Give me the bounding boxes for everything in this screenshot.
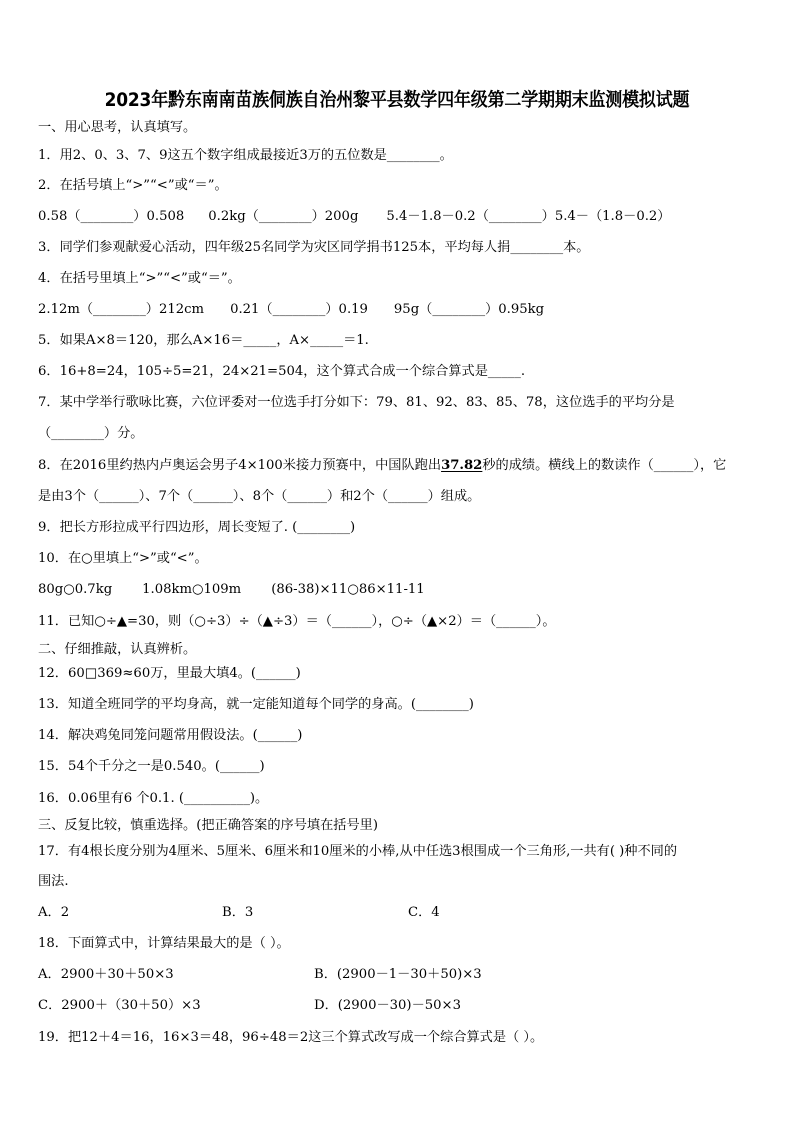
- question-2-items: [38, 207, 671, 227]
- section-1-heading: 一、用心思考，认真填写。: [38, 120, 197, 135]
- question-9: 9．把长方形拉成平行四边形，周长变短了. (________): [38, 520, 356, 535]
- question-18-option-b: B．(2900－1－30＋50)×3: [314, 967, 482, 982]
- question-15: 15．54个千分之一是0.540。(______): [38, 759, 265, 774]
- question-5: 5．如果A×8＝120，那么A×16＝_____，A×_____＝1.: [38, 333, 369, 348]
- question-17-option-a: A．2: [38, 905, 70, 920]
- question-3: 3．同学们参观献爱心活动，四年级25名同学为灾区同学捐书125本，平均每人捐________本。: [38, 240, 590, 255]
- question-17-line-1: 17．有4根长度分别为4厘米、5厘米、6厘米和10厘米的小棒,从中任选3根围成一个三角形,一共有( )种不同的: [38, 844, 678, 859]
- question-2-item-c: 5.4－1.8－0.2（________）5.4－（1.8－0.2）: [386, 209, 671, 224]
- question-19: 19．把12＋4＝16，16×3＝48，96÷48＝2这三个算式改写成一个综合算式是（ ）。: [38, 1030, 544, 1045]
- question-2-item-b: 0.2kg（________）200g: [208, 209, 359, 224]
- question-17-options: [38, 903, 440, 923]
- page-title: 2023年黔东南南苗族侗族自治州黎平县数学四年级第二学期期末监测模拟试题: [104, 90, 690, 111]
- question-18: 18．下面算式中，计算结果最大的是（ ）。: [38, 936, 290, 951]
- question-6: 6．16+8=24，105÷5=21，24×21=504，这个算式合成一个综合算式是_____.: [38, 364, 526, 379]
- question-7-line-2: （________）分。: [38, 426, 144, 441]
- question-8-text-before: 8．在2016里约热内卢奥运会男子4×100米接力预赛中，中国队跑出: [38, 458, 442, 473]
- question-18-option-d: D．(2900－30)－50×3: [314, 998, 461, 1013]
- question-8-underlined-number: 37.82: [441, 458, 483, 473]
- question-10-item-b: 1.08km○109m: [142, 582, 242, 597]
- question-2: 2．在括号填上“>”“<”或“＝”。: [38, 178, 228, 193]
- question-10: 10．在○里填上“>”或“<”。: [38, 551, 208, 566]
- question-17-line-2: 围法.: [38, 874, 69, 889]
- question-10-item-c: (86-38)×11○86×11-11: [271, 582, 425, 597]
- question-8-line-1: [38, 456, 726, 476]
- question-8-line-2: 是由3个（______）、7个（______）、8个（______）和2个（______）组成。: [38, 489, 481, 504]
- question-12: 12．60□369≈60万，里最大填4。(______): [38, 666, 301, 681]
- question-4-item-b: 0.21（________）0.19: [230, 302, 368, 317]
- question-4: 4．在括号里填上“>”“<”或“＝”。: [38, 271, 241, 286]
- question-4-item-c: 95g（________）0.95kg: [393, 302, 545, 317]
- question-4-items: [38, 300, 544, 320]
- question-17-option-b: B．3: [222, 905, 254, 920]
- question-18-options-row-2: [38, 996, 461, 1016]
- question-18-options-row-1: [38, 965, 482, 985]
- question-11: 11．已知○÷▲=30，则（○÷3）÷（▲÷3）＝（______），○÷（▲×2）＝（______）。: [38, 614, 556, 629]
- question-10-item-a: 80g○0.7kg: [38, 582, 113, 597]
- question-10-items: [38, 580, 425, 600]
- question-18-option-a: A．2900＋30＋50×3: [38, 967, 174, 982]
- question-1: 1．用2、0、3、7、9这五个数字组成最接近3万的五位数是________。: [38, 148, 453, 163]
- question-16: 16．0.06里有6 个0.1. (__________)。: [38, 791, 269, 806]
- section-2-heading: 二、仔细推敲，认真辨析。: [38, 642, 197, 657]
- question-4-item-a: 2.12m（________）212cm: [38, 302, 205, 317]
- question-18-option-c: C．2900＋（30＋50）×3: [38, 998, 201, 1013]
- question-2-item-a: 0.58（________）0.508: [38, 209, 185, 224]
- question-13: 13．知道全班同学的平均身高，就一定能知道每个同学的身高。(________): [38, 697, 474, 712]
- question-17-option-c: C．4: [408, 905, 440, 920]
- question-8-text-after: 秒的成绩。横线上的数读作（______），它: [482, 458, 727, 473]
- question-14: 14．解决鸡兔同笼问题常用假设法。(______): [38, 728, 303, 743]
- section-3-heading: 三、反复比较，慎重选择。(把正确答案的序号填在括号里): [38, 818, 378, 833]
- question-7-line-1: 7．某中学举行歌咏比赛，六位评委对一位选手打分如下：79、81、92、83、85、78，这位选手的平均分是: [38, 395, 675, 410]
